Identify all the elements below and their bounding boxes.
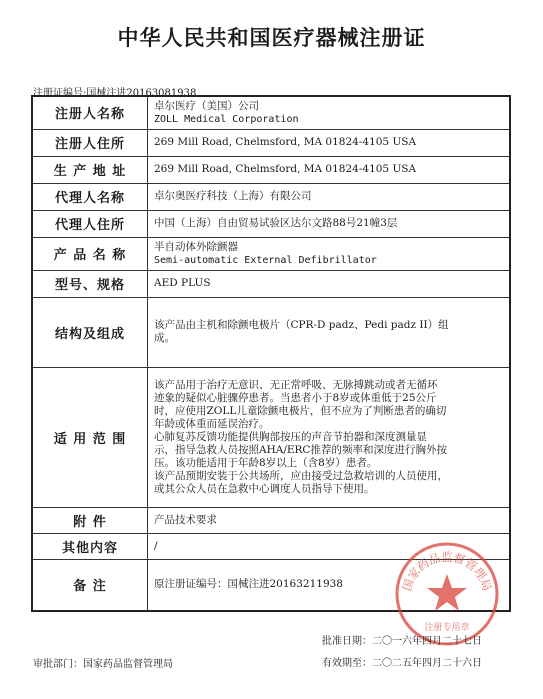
registrant-address-label: 注册人住所 (32, 129, 148, 156)
scope-line: 该产品预期安装于公共场所，应由接受过急救培训的人员使用， (154, 469, 448, 482)
row-agent-address (32, 210, 510, 237)
certificate-table (31, 95, 511, 612)
valid-until-date: 有效期至：二〇二五年四月二十六日 (322, 658, 482, 669)
registrant-name-en: ZOLL Medical Corporation (154, 113, 299, 125)
certificate-title: 中华人民共和国医疗器械注册证 (117, 26, 426, 50)
scope-value (148, 367, 511, 507)
row-attachment (32, 507, 510, 533)
scope-label: 适 用 范 围 (32, 367, 148, 507)
seal-sub-text: 注册专用章 (424, 623, 470, 633)
agent-name-value: 卓尔奥医疗科技（上海）有限公司 (148, 183, 511, 210)
scope-line: 迹象的疑似心脏骤停患者。当患者小于8岁或体重低于25公斤 (154, 391, 437, 404)
scope-line: 年龄或体重而延误治疗。 (154, 417, 270, 430)
other-label: 其他内容 (32, 533, 148, 559)
agent-address-value: 中国（上海）自由贸易试验区达尔文路88号21幢3层 (148, 210, 511, 237)
row-scope (32, 367, 510, 507)
product-name-cn: 半自动体外除颤器 (154, 240, 238, 253)
registrant-address-value: 269 Mill Road, Chelmsford, MA 01824-4105 USA (148, 129, 511, 156)
structure-line: 该产品由主机和除颤电极片（CPR-D padz、Pedi padz II）组 (154, 319, 449, 331)
row-registrant-name (32, 96, 510, 129)
attachment-value: 产品技术要求 (148, 507, 511, 533)
production-address-value: 269 Mill Road, Chelmsford, MA 01824-4105 USA (148, 156, 511, 183)
footer-dates (322, 631, 482, 675)
other-value: / (148, 533, 511, 559)
registrant-name-value (148, 96, 511, 129)
row-production-address (32, 156, 510, 183)
product-name-value (148, 237, 511, 270)
row-product-name (32, 237, 510, 270)
structure-line: 成。 (154, 332, 175, 344)
attachment-label: 附 件 (32, 507, 148, 533)
registration-number-label: 注册证编号: (33, 88, 87, 99)
approval-authority: 审批部门：国家药品监督管理局 (33, 659, 173, 670)
seal-star-icon (427, 574, 467, 611)
registrant-name-cn: 卓尔医疗（美国）公司 (154, 99, 259, 112)
registration-number-value: 国械注进20163081938 (86, 88, 197, 99)
product-name-en: Semi-automatic External Defibrillator (154, 254, 377, 266)
model-value: AED PLUS (148, 270, 511, 297)
row-registrant-address (32, 129, 510, 156)
approval-date: 批准日期：二〇一六年四月二十七日 (322, 636, 482, 647)
scope-line: 该产品用于治疗无意识、无正常呼吸、无脉搏跳动或者无循环 (154, 378, 438, 391)
model-label: 型号、规格 (32, 270, 148, 297)
seal-text: 国家药品监督管理局 (399, 550, 495, 593)
registrant-name-label: 注册人名称 (32, 96, 148, 129)
product-name-label: 产 品 名 称 (32, 237, 148, 270)
scope-line: 或其公众人员在急救中心调度人员指导下使用。 (154, 482, 375, 495)
row-structure (32, 297, 510, 367)
agent-name-label: 代理人名称 (32, 183, 148, 210)
structure-value (148, 297, 511, 367)
scope-line: 示，指导急救人员按照AHA/ERC推荐的频率和深度进行胸外按 (154, 443, 447, 456)
scope-line: 时，应使用ZOLL儿童除颤电极片，但不应为了判断患者的确切 (154, 404, 447, 417)
agent-address-label: 代理人住所 (32, 210, 148, 237)
production-address-label: 生 产 地 址 (32, 156, 148, 183)
scope-line: 心肺复苏反馈功能提供胸部按压的声音节拍器和深度测量显 (154, 430, 427, 443)
structure-label: 结构及组成 (32, 297, 148, 367)
remarks-label: 备 注 (32, 559, 148, 611)
remarks-value: 原注册证编号：国械注进20163211938 (148, 559, 511, 611)
row-agent-name (32, 183, 510, 210)
row-model (32, 270, 510, 297)
scope-line: 压。该功能适用于年龄8岁以上（含8岁）患者。 (154, 456, 378, 469)
